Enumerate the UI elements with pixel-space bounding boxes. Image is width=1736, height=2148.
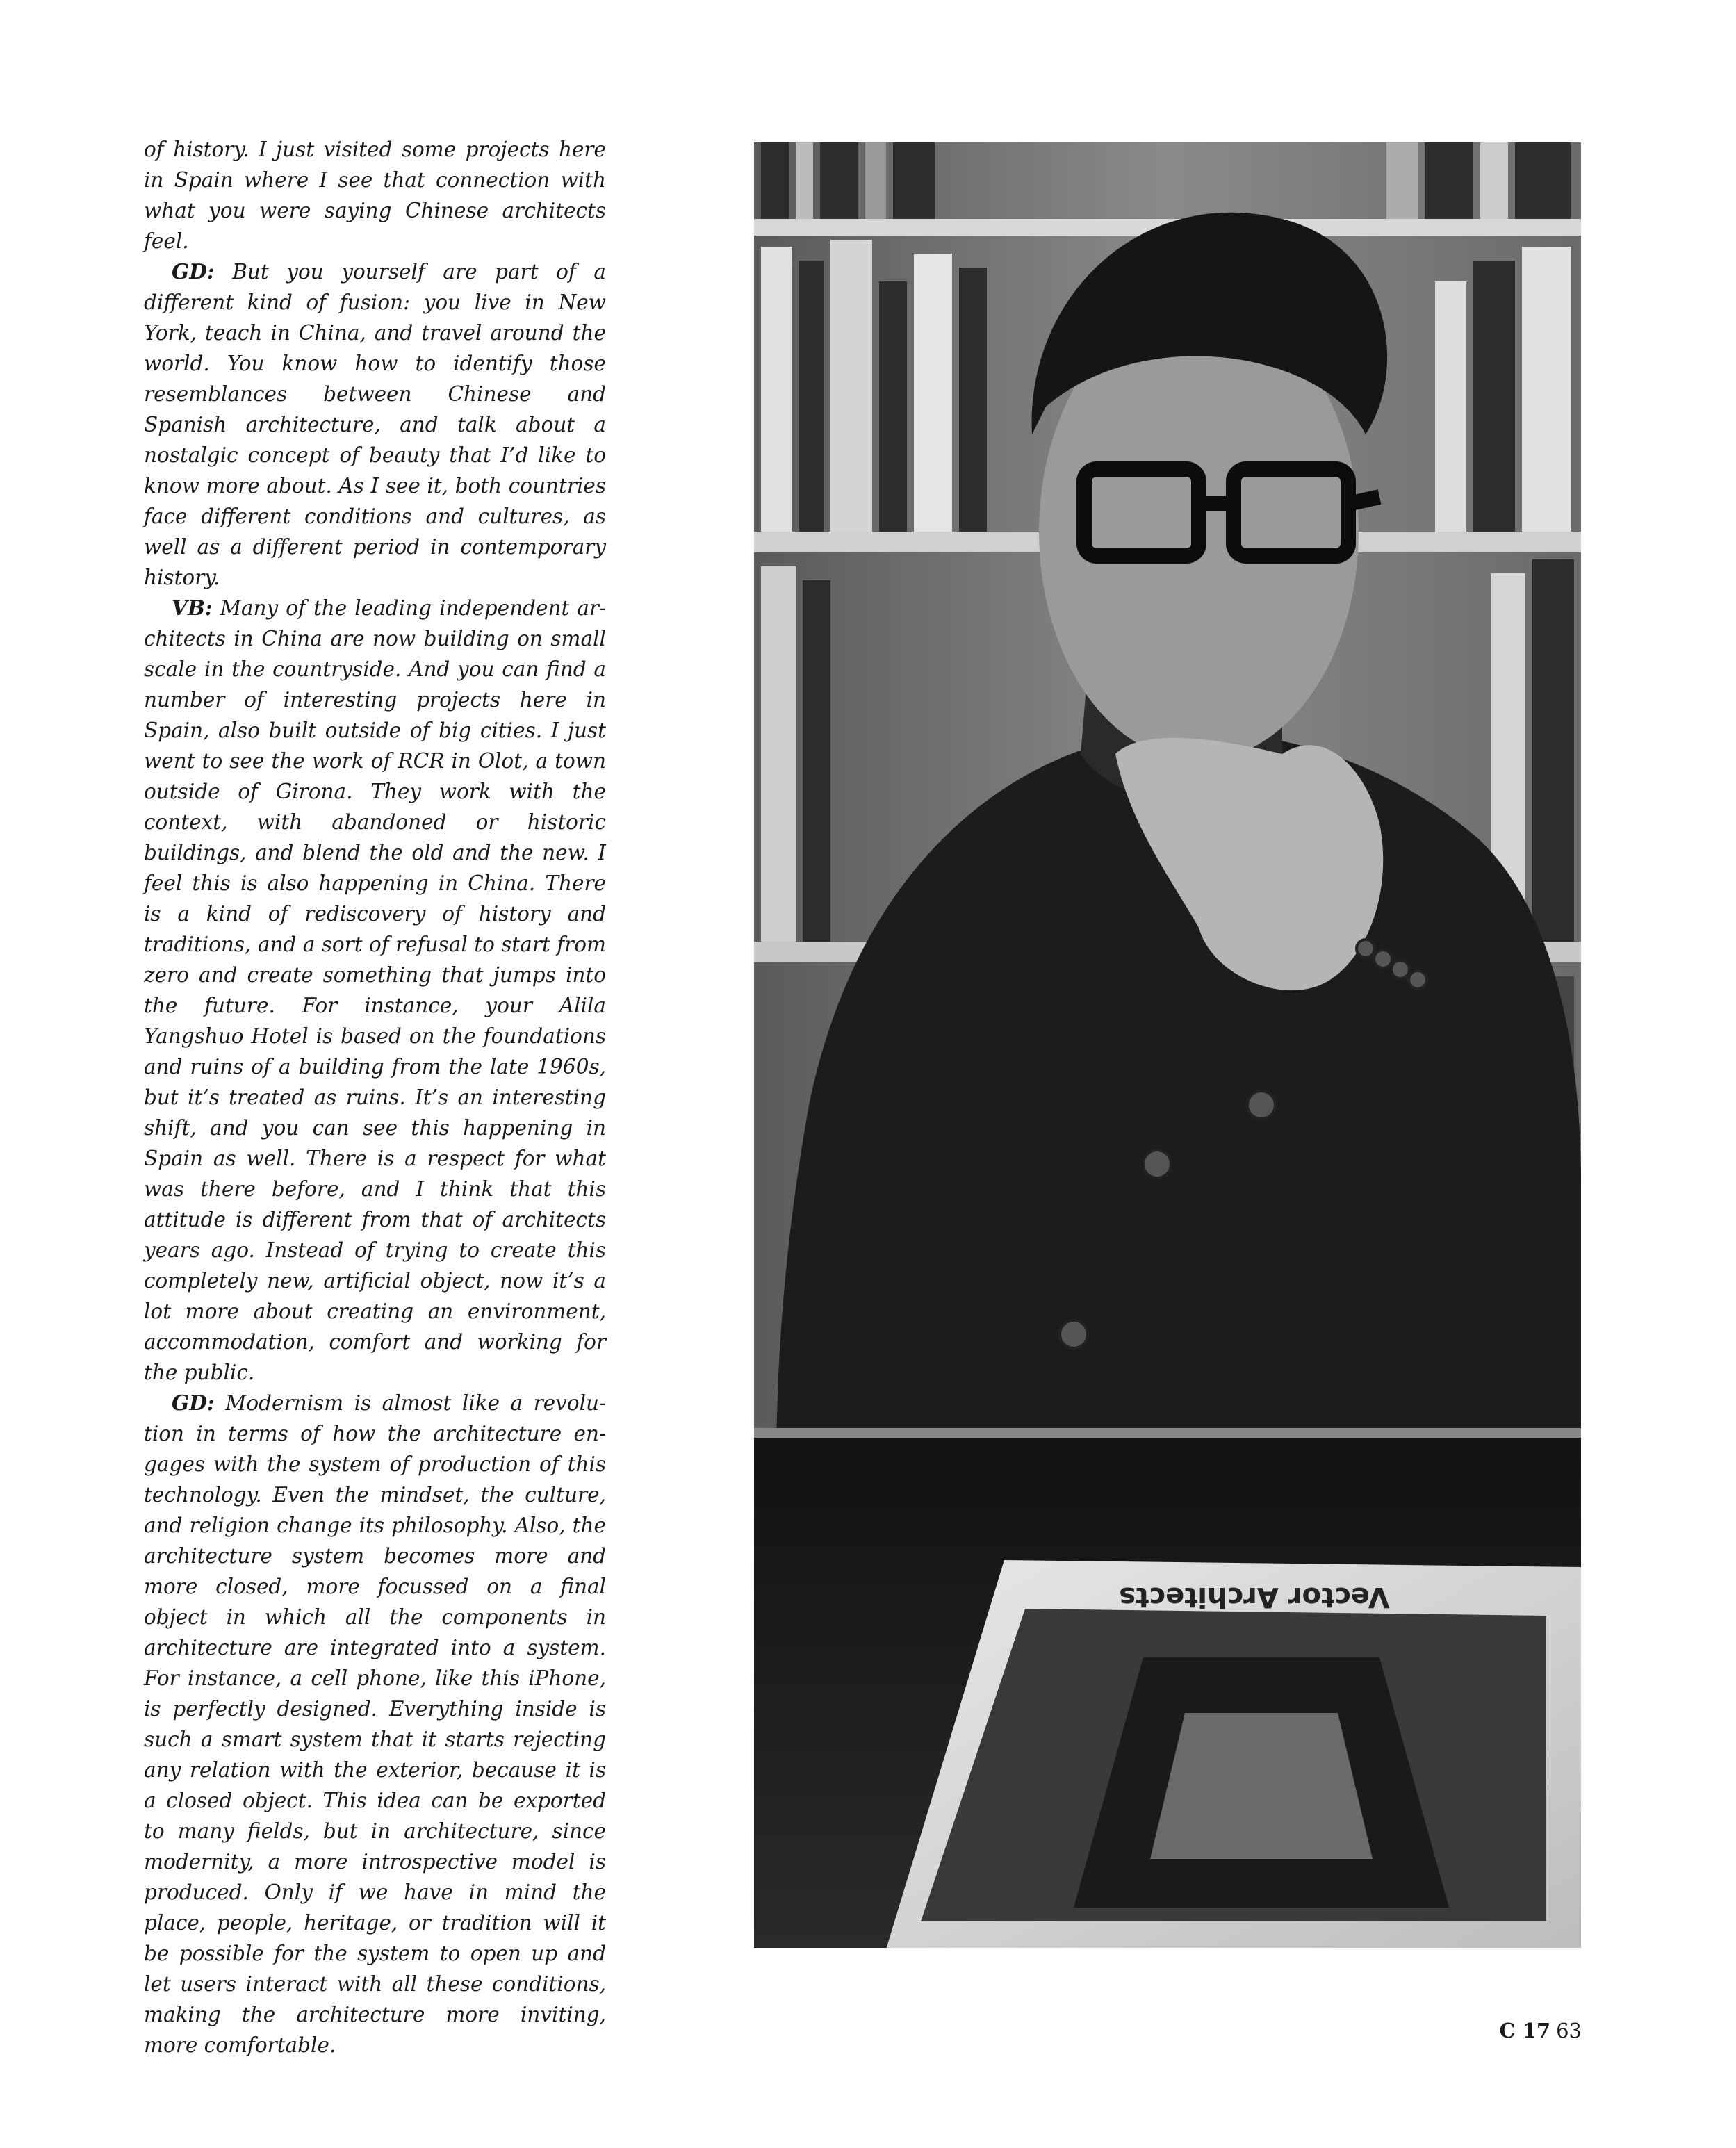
paragraph-2 xyxy=(144,593,606,1388)
speaker-label: VB: xyxy=(172,596,213,620)
paragraph-text: Many of the leading independent architects in China are now building on small scale in the countryside. And you can find a number of interesting projects here in Spain, also built outside of big cities. I just went to see the work of RCR in Olot, a town outside of Girona. They work with the context, with abandoned or historic buildings, and blend the old and the new. I feel this is also happening in China. There is a kind of rediscovery of history and traditions, and a sort of refusal to start from zero and create something that jumps into the future. For instance, your Alila Yangshuo Hotel is based on the foundations and ruins of a building from the late 1960s, but it’s treated as ruins. It’s an interesting shift, and you can see this happening in Spain as well. There is a respect for what was there before, and I think that this attitude is different from that of architects years ago. Instead of trying to create this completely new, artificial object, now it’s a lot more about creating an environment, accommodation, comfort and working for the public. xyxy=(144,596,606,1384)
paragraph-1 xyxy=(144,256,606,593)
page-number: 63 xyxy=(1556,2019,1582,2042)
speaker-label: GD: xyxy=(172,1391,215,1415)
page-folio xyxy=(1500,2019,1582,2042)
paragraph-text: Modernism is almost like a revolution in terms of how the architecture engages with the system of production of this technology. Even the mindset, the culture, and religion change its philosophy. Also, the architecture system becomes more and more closed, more focussed on a final object in which all the components in architecture are integrated into a system. For instance, a cell phone, like this iPhone, is perfectly designed. Everything inside is such a smart system that it starts rejecting any relation with the exterior, because it is a closed object. This idea can be exported to many fields, but in architecture, since modernity, a more introspective model is produced. Only if we have in mind the place, people, heritage, or tradition will it be possible for the system to open up and let users interact with all these conditions, making the architecture more inviting, more comfortable. xyxy=(144,1391,606,2057)
portrait-photo xyxy=(754,142,1581,1948)
speaker-label: GD: xyxy=(172,259,215,284)
paragraph-3 xyxy=(144,1388,606,2060)
paragraph-text: But you yourself are part of a different kind of fusion: you live in New York, teach in China, and travel around the world. You know how to identify those resemblances between Chinese and Spanish architecture, and talk about a nostalgic concept of beauty that I’d like to know more about. As I see it, both countries face different conditions and cultures, as well as a different period in contemporary history. xyxy=(144,260,606,589)
issue-number: C 17 xyxy=(1499,2019,1551,2042)
book-cover-title: Vector Architects xyxy=(1119,1581,1390,1613)
paragraph-text: of history. I just visited some projects here in Spain where I see that connection with what you were saying Chinese architects feel. xyxy=(144,138,606,253)
portrait-photo-illustration xyxy=(754,142,1581,1948)
article-text-column xyxy=(144,134,606,2060)
paragraph-0 xyxy=(144,134,606,256)
